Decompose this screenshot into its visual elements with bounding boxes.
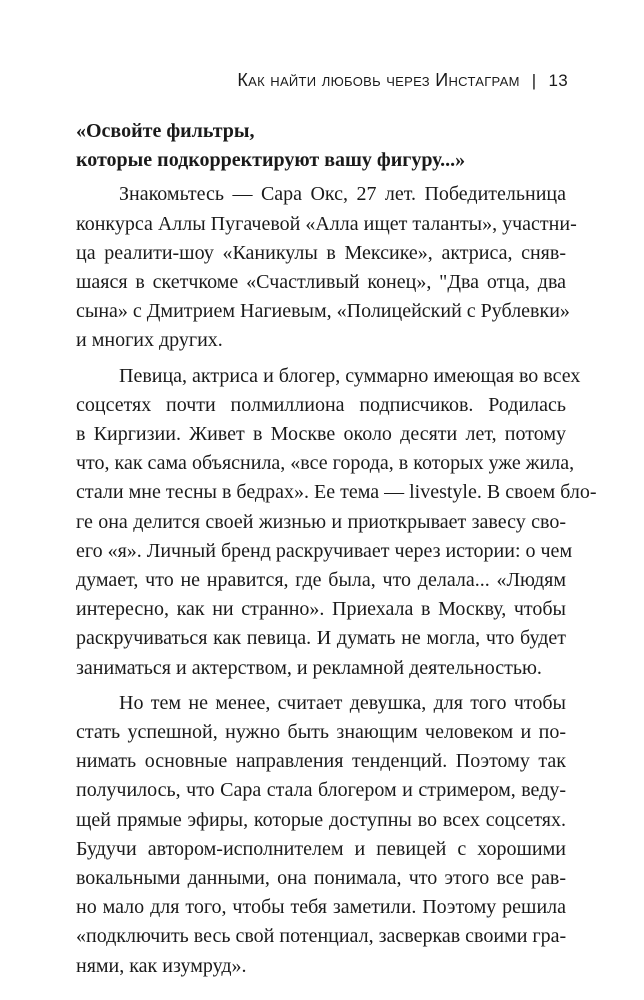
text-line: раскручиваться как певица. И думать не могла, что будет bbox=[76, 627, 566, 650]
text-line: Будучи автором-исполнителем и певицей с хорошими bbox=[76, 837, 566, 860]
page-number: 13 bbox=[548, 71, 568, 90]
text-line: его «я». Личный бренд раскручивает через истории: о чем bbox=[76, 539, 573, 562]
text-line: Но тем не менее, считает девушка, для того чтобы bbox=[119, 691, 566, 714]
text-line: в Киргизии. Живет в Москве около десяти лет, потому bbox=[76, 423, 566, 446]
text-line: щей прямые эфиры, которые доступны во всех соцсетях. bbox=[76, 808, 566, 831]
text-line: Знакомьтесь — Сара Окс, 27 лет. Победительница bbox=[119, 183, 566, 206]
text-line: соцсетях почти полмиллиона подписчиков. Родилась bbox=[76, 393, 566, 416]
text-line: шаяся в скетчкоме «Счастливый конец», "Два отца, два bbox=[76, 271, 566, 294]
paragraph-3 bbox=[76, 689, 566, 981]
text-line: нями, как изумруд». bbox=[76, 954, 247, 977]
text-line: что, как сама объяснила, «все города, в которых уже жила, bbox=[76, 452, 575, 475]
section-heading-line: «Освойте фильтры, bbox=[76, 120, 255, 142]
text-line: стать успешной, нужно быть знающим человеком и по- bbox=[76, 721, 566, 744]
text-line: но мало для того, чтобы тебя заметили. Поэтому решила bbox=[76, 896, 566, 919]
text-line: и многих других. bbox=[76, 329, 223, 352]
running-header-separator: | bbox=[531, 71, 537, 90]
text-line: интересно, как ни странно». Приехала в Москву, чтобы bbox=[76, 598, 566, 621]
section-heading-line: которые подкорректируют вашу фигуру...» bbox=[76, 149, 466, 172]
text-line: получилось, что Сара стала блогером и стримером, веду- bbox=[76, 779, 566, 802]
text-line: вокальными данными, она понимала, что этого все рав- bbox=[76, 867, 566, 890]
text-line: заниматься и актерством, и рекламной деятельностью. bbox=[76, 656, 542, 679]
text-line: конкурса Аллы Пугачевой «Алла ищет таланты», участни- bbox=[76, 212, 577, 235]
text-line: думает, что не нравится, где была, что делала... «Людям bbox=[76, 569, 566, 592]
text-line: «подключить весь свой потенциал, засверкав своими гра- bbox=[76, 925, 567, 948]
text-line: Певица, актриса и блогер, суммарно имеющая во всех bbox=[119, 364, 581, 387]
text-line: нимать основные направления тенденций. Поэтому так bbox=[76, 750, 566, 773]
paragraph-2 bbox=[76, 362, 597, 683]
text-line: ца реалити-шоу «Каникулы в Мексике», актриса, сняв- bbox=[76, 241, 566, 264]
text-line: ге она делится своей жизнью и приоткрывает завесу сво- bbox=[76, 510, 566, 533]
page-body bbox=[76, 117, 597, 987]
text-line: сына» с Дмитрием Нагиевым, «Полицейский с Рублевки» bbox=[76, 300, 570, 323]
running-header-title: Как найти любовь через Инстаграм bbox=[237, 70, 520, 90]
running-header bbox=[237, 70, 568, 91]
paragraph-1 bbox=[76, 180, 577, 355]
section-heading bbox=[76, 117, 566, 175]
text-line: стали мне тесны в бедрах». Ее тема — livestyle. В своем бло- bbox=[76, 481, 597, 504]
